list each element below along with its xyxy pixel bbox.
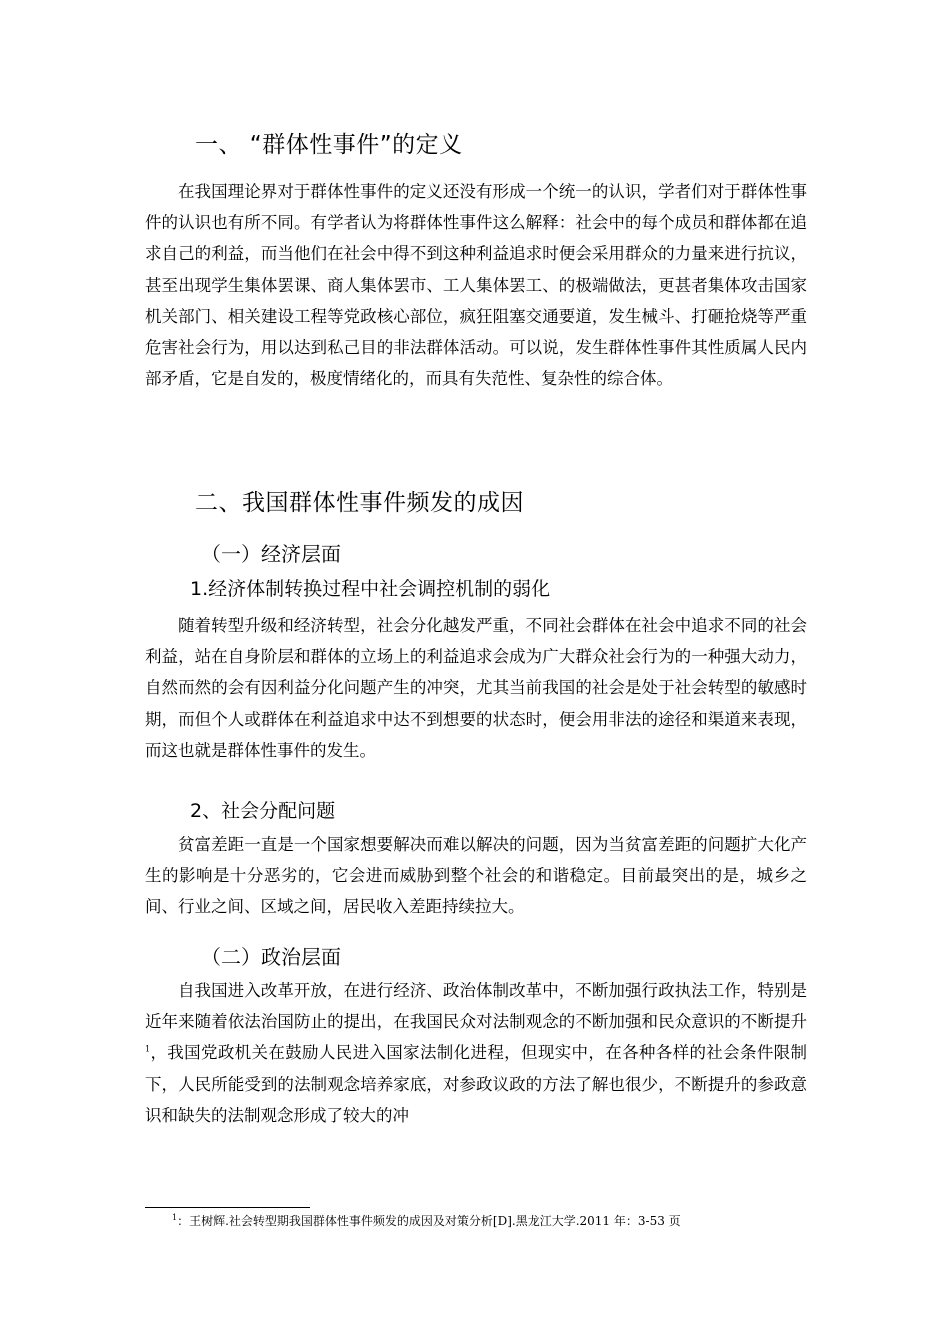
footnote-marker: 1 bbox=[172, 1213, 178, 1222]
footnote bbox=[172, 1212, 681, 1229]
economic-sub1-heading: 1.经济体制转换过程中社会调控机制的弱化 bbox=[190, 578, 551, 600]
footnote-divider bbox=[145, 1207, 310, 1208]
political-paragraph-part2: ，我国党政机关在鼓励人民进入国家法制化进程，但现实中，在各种各样的社会条件限制下，人民所能受到的法制观念培养家底，对参政议政的方法了解也很少，不断提升的参政意识和缺失的法制观念形成了较大的冲 bbox=[145, 1043, 807, 1125]
economic-sub2-heading: 2、社会分配问题 bbox=[190, 800, 336, 822]
economic-sub2-paragraph: 贫富差距一直是一个国家想要解决而难以解决的问题，因为当贫富差距的问题扩大化产生的影响是十分恶劣的，它会进而威胁到整个社会的和谐稳定。目前最突出的是，城乡之间、行业之间、区域之间，居民收入差距持续拉大。 bbox=[145, 835, 807, 917]
footnote-text: ：王树辉.社会转型期我国群体性事件频发的成因及对策分析[D].黑龙江大学.2011 年：3-53 页 bbox=[177, 1214, 681, 1228]
economic-heading: （一）经济层面 bbox=[201, 542, 341, 566]
section1-paragraph: 在我国理论界对于群体性事件的定义还没有形成一个统一的认识，学者们对于群体性事件的认识也有所不同。有学者认为将群体性事件这么解释：社会中的每个成员和群体都在追求自己的利益，而当他们在社会中得不到这种利益追求时便会采用群众的力量来进行抗议，甚至出现学生集体罢课、商人集体罢市、工人集体罢工、的极端做法，更甚者集体攻击国家机关部门、相关建设工程等党政核心部位，疯狂阻塞交通要道，发生械斗、打砸抢烧等严重危害社会行为，用以达到私己目的非法群体活动。可以说，发生群体性事件其性质属人民内部矛盾，它是自发的，极度情绪化的，而具有失范性、复杂性的综合体。 bbox=[145, 182, 807, 389]
economic-sub1-paragraph: 随着转型升级和经济转型，社会分化越发严重，不同社会群体在社会中追求不同的社会利益，站在自身阶层和群体的立场上的利益追求会成为广大群众社会行为的一种强大动力，自然而然的会有因利益分化问题产生的冲突，尤其当前我国的社会是处于社会转型的敏感时期，而但个人或群体在利益追求中达不到想要的状态时，便会用非法的途径和渠道来表现，而这也就是群体性事件的发生。 bbox=[145, 616, 807, 760]
footnote-reference[interactable]: 1 bbox=[145, 1044, 151, 1054]
political-paragraph bbox=[145, 975, 807, 1131]
section1-heading: 一、 “群体性事件”的定义 bbox=[195, 132, 463, 158]
political-heading: （二）政治层面 bbox=[201, 945, 341, 969]
section2-heading: 二、我国群体性事件频发的成因 bbox=[195, 490, 524, 516]
political-paragraph-part1: 自我国进入改革开放，在进行经济、政治体制改革中，不断加强行政执法工作，特别是近年来随着依法治国防止的提出，在我国民众对法制观念的不断加强和民众意识的不断提升 bbox=[145, 981, 807, 1032]
